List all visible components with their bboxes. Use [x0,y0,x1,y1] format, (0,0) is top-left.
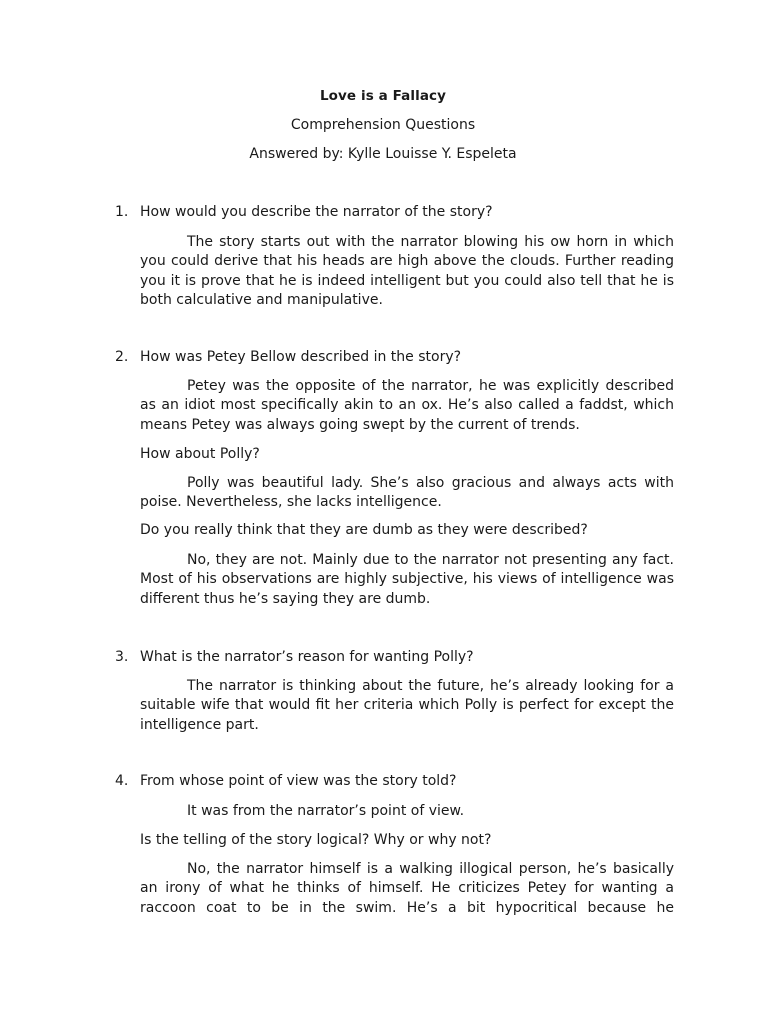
document-byline: Answered by: Kylle Louisse Y. Espeleta [249,146,517,162]
answer-paragraph: Polly was beautiful lady. She’s also gracious and always acts with poise. Nevertheless, she lacks intelligence. [140,475,674,511]
question-number: 4. [115,773,129,789]
document-subtitle: Comprehension Questions [290,117,476,133]
sub-question-text: How about Polly? [140,446,260,462]
answer-paragraph: It was from the narrator’s point of view. [187,803,465,819]
answer-paragraph: Petey was the opposite of the narrator, he was explicitly described as an idiot most specifically akin to an ox. He’s also called a faddst, which means Petey was always going swept by the current of trends. [140,378,674,433]
answer-paragraph: The story starts out with the narrator blowing his ow horn in which you could derive that his heads are high above the clouds. Further reading you it is prove that he is indeed intelligent but you could also tell that he is both calculative and manipulative. [140,234,674,309]
answer-paragraph: No, the narrator himself is a walking illogical person, he’s basically an irony of what he thinks of himself. He criticizes Petey for wanting a raccoon coat to be in the swim. He’s a bit hypocritical because he [140,861,674,916]
document-title: Love is a Fallacy [319,88,447,104]
question-text: How would you describe the narrator of the story? [140,204,493,220]
question-number: 2. [115,349,129,365]
question-number: 3. [115,649,129,665]
question-text: What is the narrator’s reason for wanting Polly? [140,649,474,665]
answer-paragraph: No, they are not. Mainly due to the narrator not presenting any fact. Most of his observations are highly subjective, his views of intelligence was different thus he’s saying they are dumb. [140,552,674,607]
question-text: How was Petey Bellow described in the story? [140,349,462,365]
question-number: 1. [115,204,129,220]
question-text: From whose point of view was the story told? [140,773,457,789]
answer-paragraph: The narrator is thinking about the future, he’s already looking for a suitable wife that would fit her criteria which Polly is perfect for except the intelligence part. [140,678,674,733]
sub-question-text: Is the telling of the story logical? Why or why not? [140,832,492,848]
sub-question-text: Do you really think that they are dumb as they were described? [140,522,588,538]
